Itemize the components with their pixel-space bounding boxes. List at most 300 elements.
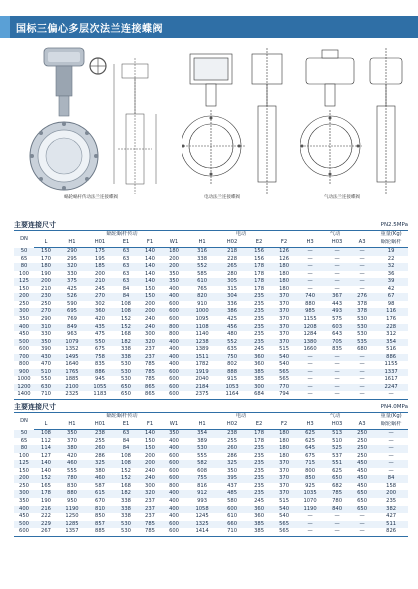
group-worm: 蜗轮蜗杆传动 bbox=[58, 231, 186, 239]
table-cell: 600 bbox=[162, 460, 186, 468]
table-cell: 338 bbox=[114, 506, 138, 514]
table-cell: 555 bbox=[67, 467, 77, 474]
table-cell: 250 bbox=[357, 437, 368, 444]
table-cell: 2375 bbox=[186, 391, 218, 399]
table-cell: 385 bbox=[246, 528, 272, 536]
table-cell-dn: 200 bbox=[14, 475, 34, 483]
table-cell: 382 bbox=[374, 506, 408, 514]
table-cell: 218 bbox=[218, 248, 246, 256]
table-cell-dn: 125 bbox=[14, 278, 34, 286]
table-cell: 680 bbox=[357, 346, 368, 353]
table-cell: 286 bbox=[227, 452, 237, 459]
table-cell: 385 bbox=[246, 521, 272, 529]
table-cell: 338 bbox=[121, 498, 131, 505]
table-cell: 450 bbox=[357, 467, 368, 474]
figure-caption-pneumatic: 气动法兰连接蝶阀 bbox=[324, 195, 360, 200]
table-cell: 551 bbox=[324, 460, 350, 468]
table-cell: 126 bbox=[272, 248, 296, 256]
table-cell: 338 bbox=[121, 346, 131, 353]
table-cell: 1389 bbox=[195, 346, 209, 353]
table-cell: 19 bbox=[374, 248, 408, 256]
table-cell: 300 bbox=[246, 384, 272, 392]
weight-sub: 蜗轮蜗杆 bbox=[380, 420, 402, 427]
table-cell: 295 bbox=[67, 255, 77, 262]
table-cell: 180 bbox=[272, 263, 296, 271]
table-cell: — bbox=[374, 430, 408, 438]
table-row bbox=[14, 271, 408, 279]
table-cell: 235 bbox=[386, 498, 397, 505]
figure-caption-electric: 电动法兰连接蝶阀 bbox=[204, 195, 240, 200]
table-cell: 460 bbox=[58, 460, 86, 468]
table-cell: 200 bbox=[138, 460, 162, 468]
table-cell: 530 bbox=[121, 361, 131, 368]
table-cell: — bbox=[359, 376, 365, 383]
table-cell: 304 bbox=[218, 293, 246, 301]
table-cell: 785 bbox=[138, 521, 162, 529]
table-cell: 770 bbox=[272, 384, 296, 392]
table-cell: 600 bbox=[169, 467, 179, 474]
table-cell: 516 bbox=[386, 346, 397, 353]
table-cell: 150 bbox=[138, 293, 162, 301]
table-cell: 230 bbox=[34, 293, 58, 301]
table-cell: 769 bbox=[67, 316, 77, 323]
table-cell: 857 bbox=[86, 521, 114, 529]
table-cell: 300 bbox=[145, 331, 155, 338]
table-cell: 610 bbox=[186, 278, 218, 286]
table-row bbox=[14, 316, 408, 324]
table-cell: 228 bbox=[227, 255, 237, 262]
table-cell: 114 bbox=[34, 445, 58, 453]
table-cell: 603 bbox=[324, 324, 350, 332]
table-cell: 565 bbox=[272, 521, 296, 529]
table-cell-dn: 1200 bbox=[14, 384, 34, 392]
table-cell: 885 bbox=[86, 528, 114, 536]
table-cell: 170 bbox=[41, 255, 51, 262]
table-row bbox=[14, 248, 408, 256]
table-cell: 380 bbox=[95, 467, 105, 474]
col-h1: H1 bbox=[68, 420, 76, 427]
table-row bbox=[14, 369, 408, 377]
table-row bbox=[14, 256, 408, 264]
table-cell: 682 bbox=[332, 482, 343, 489]
table-cell: 1238 bbox=[186, 339, 218, 347]
table-cell: 63 bbox=[122, 270, 130, 277]
table-cell: — bbox=[374, 445, 408, 453]
table-cell: 600 bbox=[162, 308, 186, 316]
spec-table-pn25 bbox=[14, 230, 408, 400]
table-cell: 67 bbox=[374, 293, 408, 301]
table-cell: 915 bbox=[227, 376, 237, 383]
table-cell: 63 bbox=[122, 255, 130, 262]
table-cell: 200 bbox=[145, 452, 155, 459]
table-cell: 650 bbox=[324, 475, 350, 483]
table-cell: — bbox=[324, 369, 350, 377]
table-cell: 513 bbox=[324, 430, 350, 438]
table-cell: 1357 bbox=[58, 528, 86, 536]
table-cell: — bbox=[359, 255, 365, 262]
table-cell: 840 bbox=[324, 506, 350, 514]
table-cell: 530 bbox=[121, 376, 131, 383]
table-cell: 235 bbox=[246, 293, 272, 301]
table-cell: 800 bbox=[169, 482, 179, 489]
table-cell: 684 bbox=[246, 391, 272, 399]
table-cell: 820 bbox=[186, 293, 218, 301]
table-cell-dn: 50 bbox=[14, 430, 34, 438]
table-cell: 250 bbox=[357, 452, 368, 459]
table-cell-dn: 300 bbox=[14, 308, 34, 316]
table-cell: 235 bbox=[254, 482, 264, 489]
table-cell: 755 bbox=[186, 475, 218, 483]
table-cell: 800 bbox=[305, 467, 316, 474]
table-cell: 608 bbox=[197, 467, 207, 474]
col-h02: H02 bbox=[226, 420, 238, 427]
table-cell: 587 bbox=[95, 482, 105, 489]
table-row bbox=[14, 384, 408, 392]
table-row bbox=[14, 354, 408, 362]
table-cell-dn: 600 bbox=[14, 528, 34, 536]
table-cell: 550 bbox=[86, 339, 114, 347]
table-cell: 140 bbox=[34, 460, 58, 468]
table-cell: 150 bbox=[145, 285, 155, 292]
table-cell-dn: 125 bbox=[14, 460, 34, 468]
table-cell: 63 bbox=[114, 248, 138, 256]
table-cell: 710 bbox=[218, 528, 246, 536]
table-cell: 180 bbox=[162, 248, 186, 256]
table-cell: — bbox=[296, 521, 324, 529]
table-cell: 600 bbox=[169, 316, 179, 323]
table-cell: 475 bbox=[95, 331, 105, 338]
table-cell: 320 bbox=[138, 339, 162, 347]
table-cell: 2040 bbox=[195, 376, 209, 383]
table-cell: 237 bbox=[145, 498, 155, 505]
table-cell: 200 bbox=[145, 300, 155, 307]
table-cell-dn: 400 bbox=[14, 324, 34, 332]
table-cell: 810 bbox=[86, 506, 114, 514]
table-cell: 36 bbox=[387, 270, 395, 277]
table-cell: 260 bbox=[86, 445, 114, 453]
table-cell: 515 bbox=[279, 498, 289, 505]
table-cell: 400 bbox=[162, 506, 186, 514]
table-cell: 235 bbox=[246, 475, 272, 483]
table-cell: 152 bbox=[114, 475, 138, 483]
group-electric: 电动 bbox=[186, 413, 296, 421]
table-row bbox=[14, 324, 408, 332]
table-cell: 180 bbox=[34, 263, 58, 271]
table-cell: 370 bbox=[272, 339, 296, 347]
table-cell: 555 bbox=[197, 452, 207, 459]
table-cell: 710 bbox=[34, 391, 58, 399]
table-row bbox=[14, 460, 408, 468]
table-cell: 420 bbox=[67, 452, 77, 459]
table-cell: 302 bbox=[95, 300, 105, 307]
title-accent bbox=[0, 16, 10, 38]
table-cell-dn: 450 bbox=[19, 513, 29, 520]
table-cell: 530 bbox=[357, 316, 368, 323]
table-cell: 740 bbox=[296, 293, 324, 301]
table-row bbox=[14, 483, 408, 491]
col-e1: E1 bbox=[122, 238, 130, 245]
table-cell: 530 bbox=[186, 445, 218, 453]
spec-table-pn40 bbox=[14, 412, 408, 537]
table-cell-dn: 1400 bbox=[14, 391, 34, 399]
table-cell: 630 bbox=[34, 384, 58, 392]
table-cell: 493 bbox=[324, 308, 350, 316]
col-a3: A3 bbox=[358, 238, 366, 245]
table-cell: 1190 bbox=[296, 506, 324, 514]
table-cell: 600 bbox=[162, 475, 186, 483]
table-cell: 378 bbox=[357, 300, 368, 307]
col-e1: E1 bbox=[122, 420, 130, 427]
table-cell: 600 bbox=[162, 369, 186, 377]
table-cell-dn: 250 bbox=[19, 482, 29, 489]
table-cell: 530 bbox=[114, 369, 138, 377]
table-cell: 540 bbox=[279, 361, 289, 368]
table-cell: 2100 bbox=[58, 384, 86, 392]
table-cell: 1053 bbox=[218, 384, 246, 392]
table-cell: 450 bbox=[357, 482, 368, 489]
table-cell: 1095 bbox=[195, 316, 209, 323]
table-cell: 200 bbox=[169, 255, 179, 262]
table-cell: 235 bbox=[254, 331, 264, 338]
col-h03: H03 bbox=[331, 238, 343, 245]
table-cell: 178 bbox=[246, 278, 272, 286]
table-cell: 108 bbox=[114, 308, 138, 316]
col-h03: H03 bbox=[331, 420, 343, 427]
table-cell: — bbox=[350, 521, 374, 529]
table-cell: — bbox=[296, 369, 324, 377]
table-cell: 1035 bbox=[296, 490, 324, 498]
table-cell: 2247 bbox=[374, 384, 408, 392]
table-cell: 200 bbox=[34, 278, 58, 286]
table-cell: 370 bbox=[279, 331, 289, 338]
table-cell: — bbox=[334, 255, 340, 262]
col-h3: H3 bbox=[306, 420, 314, 427]
table-cell: 312 bbox=[386, 331, 397, 338]
table-cell: 152 bbox=[114, 324, 138, 332]
table-cell: 210 bbox=[86, 278, 114, 286]
table-cell: 800 bbox=[162, 324, 186, 332]
table-cell: 338 bbox=[114, 354, 138, 362]
table-cell: — bbox=[307, 255, 313, 262]
table-row bbox=[14, 263, 408, 271]
table-row bbox=[14, 490, 408, 498]
table-cell: 480 bbox=[227, 331, 237, 338]
table-cell: 400 bbox=[169, 437, 179, 444]
table-cell: 443 bbox=[332, 300, 343, 307]
table-cell-dn: 100 bbox=[19, 270, 29, 277]
table-cell-dn: 80 bbox=[14, 445, 34, 453]
col-f2: F2 bbox=[280, 238, 288, 245]
table-cell: 660 bbox=[218, 521, 246, 529]
table-cell: 156 bbox=[246, 248, 272, 256]
table-cell: — bbox=[359, 270, 365, 277]
col-h1-electric: H1 bbox=[198, 238, 206, 245]
table-cell: 325 bbox=[218, 460, 246, 468]
table-cell: 912 bbox=[186, 490, 218, 498]
table-cell: 886 bbox=[86, 369, 114, 377]
table-row bbox=[14, 301, 408, 309]
table-cell: 360 bbox=[254, 513, 264, 520]
table-cell: 715 bbox=[296, 460, 324, 468]
table-cell-dn: 65 bbox=[20, 437, 28, 444]
col-a3: A3 bbox=[358, 420, 366, 427]
col-f2: F2 bbox=[280, 420, 288, 427]
table-row bbox=[14, 376, 408, 384]
table-cell: 180 bbox=[279, 270, 289, 277]
table-cell: 600 bbox=[169, 376, 179, 383]
table-cell: 235 bbox=[246, 308, 272, 316]
table-cell: — bbox=[388, 467, 394, 474]
table-row bbox=[14, 453, 408, 461]
table-cell: 1782 bbox=[195, 361, 209, 368]
table-cell: 140 bbox=[41, 467, 51, 474]
table-cell-dn: 65 bbox=[20, 255, 28, 262]
table-cell-dn: 1000 bbox=[17, 376, 31, 383]
table-cell: 350 bbox=[227, 467, 237, 474]
table-cell: — bbox=[359, 361, 365, 368]
table-cell: 32 bbox=[374, 263, 408, 271]
figure-caption-worm: 蜗轮蜗杆传动法兰连接蝶阀 bbox=[64, 195, 118, 200]
table-cell: — bbox=[334, 361, 340, 368]
table-cell: 650 bbox=[350, 490, 374, 498]
table-cell: 585 bbox=[197, 270, 207, 277]
col-f1: F1 bbox=[146, 420, 154, 427]
table-cell-dn: 700 bbox=[14, 354, 34, 362]
table-cell: 168 bbox=[121, 331, 131, 338]
table-cell: 826 bbox=[374, 528, 408, 536]
table-cell: 450 bbox=[350, 475, 374, 483]
table-row bbox=[14, 528, 408, 536]
section-1-pressure: PN2.5MPa bbox=[380, 222, 408, 228]
table-cell: 200 bbox=[138, 308, 162, 316]
table-cell: 945 bbox=[95, 376, 105, 383]
table-cell: 420 bbox=[95, 316, 105, 323]
table-cell: 39 bbox=[374, 278, 408, 286]
table-cell-dn: 350 bbox=[19, 316, 29, 323]
table-cell: 565 bbox=[279, 376, 289, 383]
table-cell: 370 bbox=[279, 467, 289, 474]
table-cell: — bbox=[359, 285, 365, 292]
group-pneumatic: 气动 bbox=[296, 413, 374, 421]
table-cell: 180 bbox=[272, 445, 296, 453]
table-cell: 1511 bbox=[186, 354, 218, 362]
table-cell: 330 bbox=[67, 270, 77, 277]
table-cell: 190 bbox=[41, 498, 51, 505]
table-cell: 635 bbox=[227, 346, 237, 353]
table-cell: 126 bbox=[279, 255, 289, 262]
table-cell: 425 bbox=[67, 285, 77, 292]
table-cell: 178 bbox=[246, 263, 272, 271]
table-cell: — bbox=[296, 248, 324, 256]
table-cell: 152 bbox=[34, 475, 58, 483]
col-w1: W1 bbox=[169, 238, 179, 245]
table-cell-dn: 900 bbox=[14, 369, 34, 377]
table-cell: 850 bbox=[95, 513, 105, 520]
table-cell: 695 bbox=[58, 308, 86, 316]
table-cell: 785 bbox=[138, 528, 162, 536]
table-cell: 290 bbox=[58, 248, 86, 256]
table-cell: 237 bbox=[138, 506, 162, 514]
table-cell: — bbox=[296, 384, 324, 392]
table-cell: — bbox=[307, 285, 313, 292]
table-cell: 1414 bbox=[186, 528, 218, 536]
table-cell-dn: 150 bbox=[19, 285, 29, 292]
table-cell: 625 bbox=[305, 437, 316, 444]
table-cell: 320 bbox=[138, 490, 162, 498]
table-cell: 1885 bbox=[65, 376, 79, 383]
table-cell: 1660 bbox=[303, 346, 317, 353]
table-cell: 550 bbox=[41, 376, 51, 383]
table-cell: 127 bbox=[41, 452, 51, 459]
table-cell: 1250 bbox=[65, 513, 79, 520]
table-cell: 389 bbox=[197, 437, 207, 444]
table-cell: 360 bbox=[246, 506, 272, 514]
table-row bbox=[14, 521, 408, 529]
table-cell: 235 bbox=[246, 445, 272, 453]
table-cell: 140 bbox=[138, 278, 162, 286]
table-cell: 250 bbox=[350, 430, 374, 438]
table-cell: 785 bbox=[138, 369, 162, 377]
table-cell: 888 bbox=[218, 369, 246, 377]
table-cell: 360 bbox=[246, 354, 272, 362]
table-cell: 830 bbox=[67, 482, 77, 489]
table-cell: 200 bbox=[374, 490, 408, 498]
table-cell: 330 bbox=[41, 331, 51, 338]
table-cell: 780 bbox=[332, 498, 343, 505]
table-cell: 785 bbox=[324, 490, 350, 498]
table-row bbox=[14, 513, 408, 521]
table-cell: 390 bbox=[41, 346, 51, 353]
table-cell: 84 bbox=[374, 475, 408, 483]
table-cell: 200 bbox=[162, 263, 186, 271]
table-cell: 84 bbox=[122, 437, 130, 444]
table-cell: 152 bbox=[121, 316, 131, 323]
table-cell: 235 bbox=[246, 460, 272, 468]
table-cell: 370 bbox=[272, 293, 296, 301]
table-cell: 235 bbox=[246, 339, 272, 347]
table-cell: 785 bbox=[145, 376, 155, 383]
table-cell: 140 bbox=[138, 248, 162, 256]
table-cell: 705 bbox=[324, 339, 350, 347]
group-electric: 电动 bbox=[186, 231, 296, 239]
table-cell: 367 bbox=[324, 293, 350, 301]
table-cell: 1058 bbox=[186, 506, 218, 514]
table-cell: 880 bbox=[305, 300, 316, 307]
group-worm: 蜗轮蜗杆传动 bbox=[58, 413, 186, 421]
table-cell-dn: 500 bbox=[14, 521, 34, 529]
table-cell: 1352 bbox=[65, 346, 79, 353]
group-pneumatic: 气动 bbox=[296, 231, 374, 239]
table-cell: 178 bbox=[246, 430, 272, 438]
table-cell: 385 bbox=[254, 376, 264, 383]
table-cell: 427 bbox=[386, 513, 397, 520]
spec-table-pn40-body bbox=[14, 430, 408, 537]
table-cell: — bbox=[324, 528, 350, 536]
col-h02: H02 bbox=[226, 238, 238, 245]
table-cell: 565 bbox=[272, 369, 296, 377]
table-cell: 849 bbox=[58, 324, 86, 332]
table-cell: 1380 bbox=[296, 339, 324, 347]
table-cell: — bbox=[334, 376, 340, 383]
table-cell: 400 bbox=[169, 361, 179, 368]
table-cell: 515 bbox=[279, 346, 289, 353]
col-e2: E2 bbox=[255, 238, 263, 245]
table-cell: 180 bbox=[272, 278, 296, 286]
table-cell-dn: 250 bbox=[19, 300, 29, 307]
table-cell: 430 bbox=[34, 354, 58, 362]
table-row bbox=[14, 293, 408, 301]
table-cell: 1000 bbox=[186, 308, 218, 316]
